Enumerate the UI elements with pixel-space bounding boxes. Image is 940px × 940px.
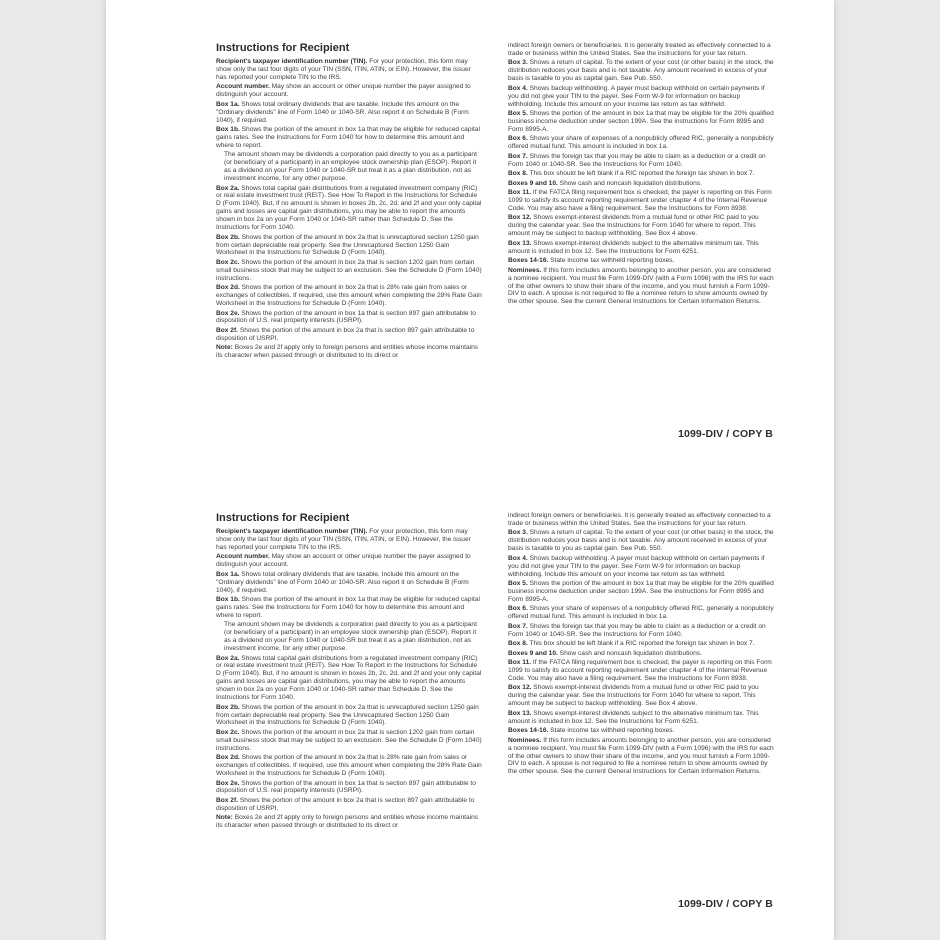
instruction-label: Box 3.	[508, 59, 528, 67]
instruction-paragraph	[508, 555, 774, 579]
instruction-paragraph	[508, 214, 774, 238]
instruction-paragraph	[508, 110, 774, 134]
instruction-paragraph	[216, 126, 482, 150]
instruction-label: Boxes 9 and 10.	[508, 649, 558, 657]
instruction-text: Shows the portion of the amount in box 1a that is section 897 gain attributable to disposition of U.S. real property interests (USRPI).	[216, 309, 476, 325]
instruction-paragraph	[216, 704, 482, 728]
instruction-paragraph	[216, 553, 482, 569]
form-copy-label: 1099-DIV / COPY B	[678, 898, 773, 910]
instruction-text: Shows the portion of the amount in box 2a that is 28% rate gain from sales or exchanges of collectibles. If required, use this amount when completing the 28% Rate Gain Worksheet in the Instructions for Schedule D (Form 1040).	[216, 754, 482, 778]
instruction-label: Box 2d.	[216, 284, 240, 292]
instruction-text: Shows the portion of the amount in box 2a that is section 1202 gain from certain small business stock that may be subject to an exclusion. See the Schedule D (Form 1040) instructions.	[216, 728, 482, 752]
instruction-paragraph	[216, 58, 482, 82]
instruction-text: If the FATCA filing requirement box is checked, the payer is reporting on this Form 1099 to satisfy its account reporting requirement under chapter 4 of the Internal Revenue Code. You may also have a filing requirement. See the Instructions for Form 8938.	[508, 659, 772, 682]
instruction-paragraph	[508, 257, 774, 265]
instruction-label: Box 4.	[508, 554, 528, 562]
instruction-text: Shows a return of capital. To the extent of your cost (or other basis) in the stock, the distribution reduces your basis and is not taxable. Any amount received in excess of your basis is taxable to you as capital gain. See Pub. 550.	[508, 59, 774, 83]
instruction-label: Nominees.	[508, 736, 542, 744]
instruction-text: Shows total ordinary dividends that are taxable. Include this amount on the "Ordinary dividends" line of Form 1040 or 1040-SR. Also report it on Schedule B (Form 1040), if required.	[216, 100, 469, 124]
instruction-paragraph	[216, 83, 482, 99]
instruction-text: Show cash and noncash liquidation distributions.	[557, 179, 702, 187]
instruction-paragraph	[216, 310, 482, 326]
instruction-label: Box 12.	[508, 214, 532, 222]
instruction-paragraph	[508, 710, 774, 726]
instruction-label: Box 13.	[508, 239, 532, 247]
instruction-label: Box 5.	[508, 580, 528, 588]
instructions-right-column	[508, 42, 774, 308]
instruction-text: If the FATCA filing requirement box is checked, the payer is reporting on this Form 1099 to satisfy its account reporting requirement under chapter 4 of the Internal Revenue Code. You may also have a filing requirement. See the Instructions for Form 8938.	[508, 189, 772, 212]
instruction-paragraph	[216, 234, 482, 258]
instruction-label: Box 2b.	[216, 233, 240, 241]
instruction-text: May show an account or other unique number the payer assigned to distinguish your account.	[216, 553, 471, 569]
instruction-text: Shows the portion of the amount in box 1a that may be eligible for the 20% qualified business income deduction under section 199A. See the instructions for Form 8995 and Form 8995-A.	[508, 110, 774, 133]
instruction-paragraph	[216, 185, 482, 232]
instruction-label: Box 1a.	[216, 100, 240, 108]
instruction-label: Box 2e.	[216, 779, 240, 787]
instruction-paragraph	[216, 814, 482, 830]
form-sheet	[106, 0, 834, 940]
instruction-text: Shows total ordinary dividends that are taxable. Include this amount on the "Ordinary dividends" line of Form 1040 or 1040-SR. Also report it on Schedule B (Form 1040), if required.	[216, 570, 469, 594]
instructions-left-column	[216, 512, 482, 832]
instruction-paragraph	[216, 655, 482, 702]
instruction-text: The amount shown may be dividends a corporation paid directly to you as a participant (or beneficiary of a participant) in an employee stock ownership plan (ESOP). Report it as a dividend on your Form 1040 or 1040-SR but treat it as a plan distribution, not as investment income, for any other purpose.	[224, 151, 477, 183]
instruction-text: For your protection, this form may show only the last four digits of your TIN (SSN, ITIN, ATIN, or EIN). However, the issuer has reported your complete TIN to the IRS.	[216, 58, 471, 81]
instruction-text: Boxes 2e and 2f apply only to foreign persons and entities whose income maintains its character when passed through or distributed to its direct or	[216, 814, 479, 830]
instructions-left-column	[216, 42, 482, 362]
instruction-paragraph	[508, 42, 774, 58]
instruction-paragraph	[216, 259, 482, 283]
instruction-paragraph	[216, 344, 482, 360]
instruction-text: State income tax withheld reporting boxes.	[548, 727, 675, 735]
instruction-paragraph	[508, 640, 774, 648]
instruction-paragraph	[216, 797, 482, 813]
instruction-label: Box 1a.	[216, 570, 240, 578]
instruction-paragraph	[216, 621, 482, 653]
instruction-text: This box should be left blank if a RIC reported the foreign tax shown in box 7.	[527, 170, 755, 178]
instruction-text: If this form includes amounts belonging to another person, you are considered a nominee recipient. You must file Form 1099-DIV (with a Form 1096) with the IRS for each of the other owners to show their share of the income, and you must furnish a Form 1099-DIV to each. A spouse is not required to file a nominee return to show amounts owned by the other spouse. See the current General Instructions for Certain Information Returns.	[508, 736, 774, 776]
instruction-paragraph	[216, 151, 482, 183]
instruction-label: Box 3.	[508, 529, 528, 537]
instruction-label: Box 1b.	[216, 126, 240, 134]
instruction-text: Shows the portion of the amount in box 2a that is unrecaptured section 1250 gain from certain depreciable real property. See the Unrecaptured Section 1250 Gain Worksheet in the Instructions for Schedule D (Form 1040).	[216, 233, 479, 257]
instruction-paragraph	[508, 684, 774, 708]
instruction-paragraph	[216, 284, 482, 308]
instruction-text: State income tax withheld reporting boxes.	[548, 257, 675, 265]
instruction-text: Boxes 2e and 2f apply only to foreign persons and entities whose income maintains its character when passed through or distributed to its direct or	[216, 344, 479, 360]
instruction-text: Shows the portion of the amount in box 2a that is section 897 gain attributable to disposition of USRPI.	[216, 796, 475, 812]
instruction-paragraph	[508, 623, 774, 639]
instruction-text: For your protection, this form may show only the last four digits of your TIN (SSN, ITIN, ATIN, or EIN). However, the issuer has reported your complete TIN to the IRS.	[216, 528, 471, 551]
instruction-paragraph	[508, 650, 774, 658]
instruction-label: Box 7.	[508, 622, 528, 630]
instruction-text: Shows the portion of the amount in box 1a that may be eligible for reduced capital gains rates. See the Instructions for Form 1040 for how to determine this amount and where to report.	[216, 126, 480, 149]
instruction-label: Box 2a.	[216, 184, 240, 192]
instruction-text: May show an account or other unique number the payer assigned to distinguish your account.	[216, 83, 471, 99]
instruction-text: Shows your share of expenses of a nonpublicly offered RIC, generally a nonpublicly offered mutual fund. This amount is included in box 1a.	[508, 605, 774, 621]
instruction-label: Boxes 14-16.	[508, 727, 549, 735]
instruction-label: Box 2f.	[216, 796, 238, 804]
instructions-right-column	[508, 512, 774, 778]
instruction-paragraph	[508, 59, 774, 83]
instruction-label: Box 2c.	[216, 258, 240, 266]
instruction-paragraph	[508, 135, 774, 151]
instruction-text: Show cash and noncash liquidation distributions.	[557, 649, 702, 657]
instruction-paragraph	[508, 267, 774, 307]
instruction-label: Box 6.	[508, 605, 528, 613]
instruction-text: Shows your share of expenses of a nonpublicly offered RIC, generally a nonpublicly offered mutual fund. This amount is included in box 1a.	[508, 135, 774, 151]
instruction-label: Box 8.	[508, 170, 528, 178]
instruction-label: Box 2f.	[216, 326, 238, 334]
instruction-paragraph	[508, 605, 774, 621]
instruction-label: Box 2d.	[216, 754, 240, 762]
instruction-label: Boxes 14-16.	[508, 257, 549, 265]
instruction-paragraph	[508, 180, 774, 188]
instruction-label: Box 2a.	[216, 654, 240, 662]
form-copy-label: 1099-DIV / COPY B	[678, 428, 773, 440]
instruction-text: Shows the foreign tax that you may be able to claim as a deduction or a credit on Form 1040 or 1040-SR. See the Instructions for Form 1040.	[508, 152, 766, 168]
instruction-paragraph	[508, 189, 774, 213]
instruction-paragraph	[216, 729, 482, 753]
instruction-label: Box 6.	[508, 135, 528, 143]
instruction-text: Shows total capital gain distributions from a regulated investment company (RIC) or real estate investment trust (REIT). See How To Report in the Instructions for Schedule D (Form 1040). But, if no amount is shown in boxes 2b, 2c, 2d, and 2f and your only capital gains and losses are capital gain distributions, you may be able to report the amounts shown in box 2a on your Form 1040 or 1040-SR rather than Schedule D. See the Instructions for Form 1040.	[216, 654, 482, 702]
instruction-paragraph	[216, 101, 482, 125]
instruction-label: Recipient's taxpayer identification number (TIN).	[216, 58, 368, 65]
instructions-heading: Instructions for Recipient	[216, 512, 350, 524]
instruction-paragraph	[508, 529, 774, 553]
instruction-label: Box 2c.	[216, 728, 240, 736]
copy-b-panel-bottom	[106, 470, 834, 940]
instruction-label: Recipient's taxpayer identification number (TIN).	[216, 528, 368, 535]
instruction-label: Box 12.	[508, 684, 532, 692]
instruction-text: Shows total capital gain distributions from a regulated investment company (RIC) or real estate investment trust (REIT). See How To Report in the Instructions for Schedule D (Form 1040). But, if no amount is shown in boxes 2b, 2c, 2d, and 2f and your only capital gains and losses are capital gain distributions, you may be able to report the amounts shown in box 2a on your Form 1040 or 1040-SR rather than Schedule D. See the Instructions for Form 1040.	[216, 184, 482, 232]
instruction-paragraph	[508, 240, 774, 256]
instruction-text: Shows exempt-interest dividends subject to the alternative minimum tax. This amount is included in box 12. See the Instructions for Form 6251.	[508, 709, 759, 725]
instruction-text: Shows the portion of the amount in box 2a that is section 1202 gain from certain small business stock that may be subject to an exclusion. See the Schedule D (Form 1040) instructions.	[216, 258, 482, 282]
instruction-label: Box 11.	[508, 189, 532, 197]
instruction-text: If this form includes amounts belonging to another person, you are considered a nominee recipient. You must file Form 1099-DIV (with a Form 1096) with the IRS for each of the other owners to show their share of the income, and you must furnish a Form 1099-DIV to each. A spouse is not required to file a nominee return to show amounts owned by the other spouse. See the current General Instructions for Certain Information Returns.	[508, 266, 774, 306]
instruction-label: Note:	[216, 814, 233, 822]
instruction-paragraph	[508, 580, 774, 604]
instruction-text: Shows backup withholding. A payer must backup withhold on certain payments if you did not give your TIN to the payer. See Form W-9 for information on backup withholding. Include this amount on your income tax return as tax withheld.	[508, 84, 765, 108]
instruction-label: Box 2e.	[216, 309, 240, 317]
instruction-text: This box should be left blank if a RIC reported the foreign tax shown in box 7.	[527, 640, 755, 648]
instruction-label: Account number.	[216, 83, 270, 91]
instruction-paragraph	[508, 727, 774, 735]
instruction-paragraph	[508, 512, 774, 528]
instruction-text: indirect foreign owners or beneficiaries. It is generally treated as effectively connected to a trade or business within the United States. See the instructions for your tax return.	[508, 512, 771, 527]
instruction-text: Shows the portion of the amount in box 1a that is section 897 gain attributable to disposition of U.S. real property interests (USRPI).	[216, 779, 476, 795]
instruction-text: Shows the portion of the amount in box 1a that may be eligible for the 20% qualified business income deduction under section 199A. See the instructions for Form 8995 and Form 8995-A.	[508, 580, 774, 603]
instruction-label: Boxes 9 and 10.	[508, 179, 558, 187]
instruction-text: Shows exempt-interest dividends subject to the alternative minimum tax. This amount is included in box 12. See the Instructions for Form 6251.	[508, 239, 759, 255]
instruction-label: Box 4.	[508, 84, 528, 92]
instruction-text: Shows a return of capital. To the extent of your cost (or other basis) in the stock, the distribution reduces your basis and is not taxable. Any amount received in excess of your basis is taxable to you as capital gain. See Pub. 550.	[508, 529, 774, 553]
instruction-label: Account number.	[216, 553, 270, 561]
instruction-paragraph	[216, 780, 482, 796]
instructions-heading: Instructions for Recipient	[216, 42, 350, 54]
instruction-label: Box 5.	[508, 110, 528, 118]
instruction-paragraph	[216, 571, 482, 595]
instruction-text: The amount shown may be dividends a corporation paid directly to you as a participant (or beneficiary of a participant) in an employee stock ownership plan (ESOP). Report it as a dividend on your Form 1040 or 1040-SR but treat it as a plan distribution, not as investment income, for any other purpose.	[224, 621, 477, 653]
instruction-paragraph	[216, 327, 482, 343]
instruction-label: Box 1b.	[216, 596, 240, 604]
instruction-text: Shows the portion of the amount in box 2a that is unrecaptured section 1250 gain from certain depreciable real property. See the Unrecaptured Section 1250 Gain Worksheet in the Instructions for Schedule D (Form 1040).	[216, 703, 479, 727]
instruction-paragraph	[216, 754, 482, 778]
copy-b-panel-top	[106, 0, 834, 470]
instruction-text: indirect foreign owners or beneficiaries. It is generally treated as effectively connected to a trade or business within the United States. See the instructions for your tax return.	[508, 42, 771, 57]
instruction-text: Shows the portion of the amount in box 2a that is section 897 gain attributable to disposition of USRPI.	[216, 326, 475, 342]
instruction-label: Box 13.	[508, 709, 532, 717]
instruction-paragraph	[508, 737, 774, 777]
instruction-paragraph	[508, 153, 774, 169]
instruction-paragraph	[508, 85, 774, 109]
instruction-text: Shows the portion of the amount in box 2a that is 28% rate gain from sales or exchanges of collectibles. If required, use this amount when completing the 28% Rate Gain Worksheet in the Instructions for Schedule D (Form 1040).	[216, 284, 482, 308]
instruction-paragraph	[508, 170, 774, 178]
instruction-text: Shows the foreign tax that you may be able to claim as a deduction or a credit on Form 1040 or 1040-SR. See the Instructions for Form 1040.	[508, 622, 766, 638]
instruction-paragraph	[508, 659, 774, 683]
instruction-text: Shows backup withholding. A payer must backup withhold on certain payments if you did not give your TIN to the payer. See Form W-9 for information on backup withholding. Include this amount on your income tax return as tax withheld.	[508, 554, 765, 578]
instruction-label: Box 8.	[508, 640, 528, 648]
instruction-text: Shows exempt-interest dividends from a mutual fund or other RIC paid to you during the calendar year. See the Instructions for Form 1040 for where to report. This amount may be subject to backup withholding. See Box 4 above.	[508, 214, 759, 238]
instruction-label: Note:	[216, 344, 233, 352]
instruction-paragraph	[216, 528, 482, 552]
instruction-label: Nominees.	[508, 266, 542, 274]
instruction-paragraph	[216, 596, 482, 620]
instruction-label: Box 7.	[508, 152, 528, 160]
instruction-label: Box 11.	[508, 659, 532, 667]
instruction-text: Shows the portion of the amount in box 1a that may be eligible for reduced capital gains rates. See the Instructions for Form 1040 for how to determine this amount and where to report.	[216, 596, 480, 619]
instruction-text: Shows exempt-interest dividends from a mutual fund or other RIC paid to you during the calendar year. See the Instructions for Form 1040 for where to report. This amount may be subject to backup withholding. See Box 4 above.	[508, 684, 759, 708]
instruction-label: Box 2b.	[216, 703, 240, 711]
